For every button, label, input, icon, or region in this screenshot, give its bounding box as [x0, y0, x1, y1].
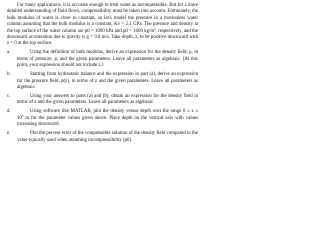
part-a-text: Using the definition of bulk modulus, derive an expression for the density field, ρ, in terms of pressure, p, and the given parameters. Leave all parameters as algebraic. (At this point, your expression should not include z.) [17, 50, 198, 69]
problem-page [0, 0, 200, 169]
intro-paragraph: For many applications, it is accurate enough to treat water as incompressible. But for a more detailed understanding of fluid flows, compressibility must be taken into account. Fortunately, the bulk modulus of water is close to constant, so let's model the pressure in a motionless water column assuming that the bulk modulus is a constant, Kv = 2.1 GPa. The pressure and density at the top surface of the water column are p0 = 1000 kPa and ρ0 = 1000 kg/m³, respectively, and the downward acceleration due to gravity is g = 9.8 m/s. Take depth, z, to be positive downward with z = 0 at the top surface. [7, 3, 198, 47]
part-c-label: c. [7, 94, 11, 100]
part-c [7, 94, 198, 107]
part-a [7, 50, 198, 69]
part-d-label: d. [7, 109, 11, 115]
part-c-text: Using your answers to parts (a) and (b), obtain an expression for the density field in terms of z and the given parameters. Leave all parameters as algebraic. [17, 94, 198, 106]
part-b [7, 72, 198, 91]
part-e-text: Plot the percent error of the compressible solution of the density field compared to the value typically used when assuming incompressibility (ρ0). [17, 131, 198, 143]
part-d [7, 109, 198, 128]
part-e-label: e. [7, 131, 11, 137]
part-b-label: b. [7, 72, 11, 78]
part-a-label: a. [7, 50, 11, 56]
part-b-text: Starting from hydrostatic balance and the expression in part (a), derive an expression for the pressure field, p(z), in terms of z and the given parameters. Leave all parameters as algebraic. [17, 72, 198, 91]
part-e [7, 131, 198, 144]
part-d-text: Using software like MATLAB, plot the density versus depth over the range 0 ≤ z ≤ 10⁷ m for the parameter values given above. Place depth on the vertical axis with values increasing downward. [17, 109, 198, 128]
